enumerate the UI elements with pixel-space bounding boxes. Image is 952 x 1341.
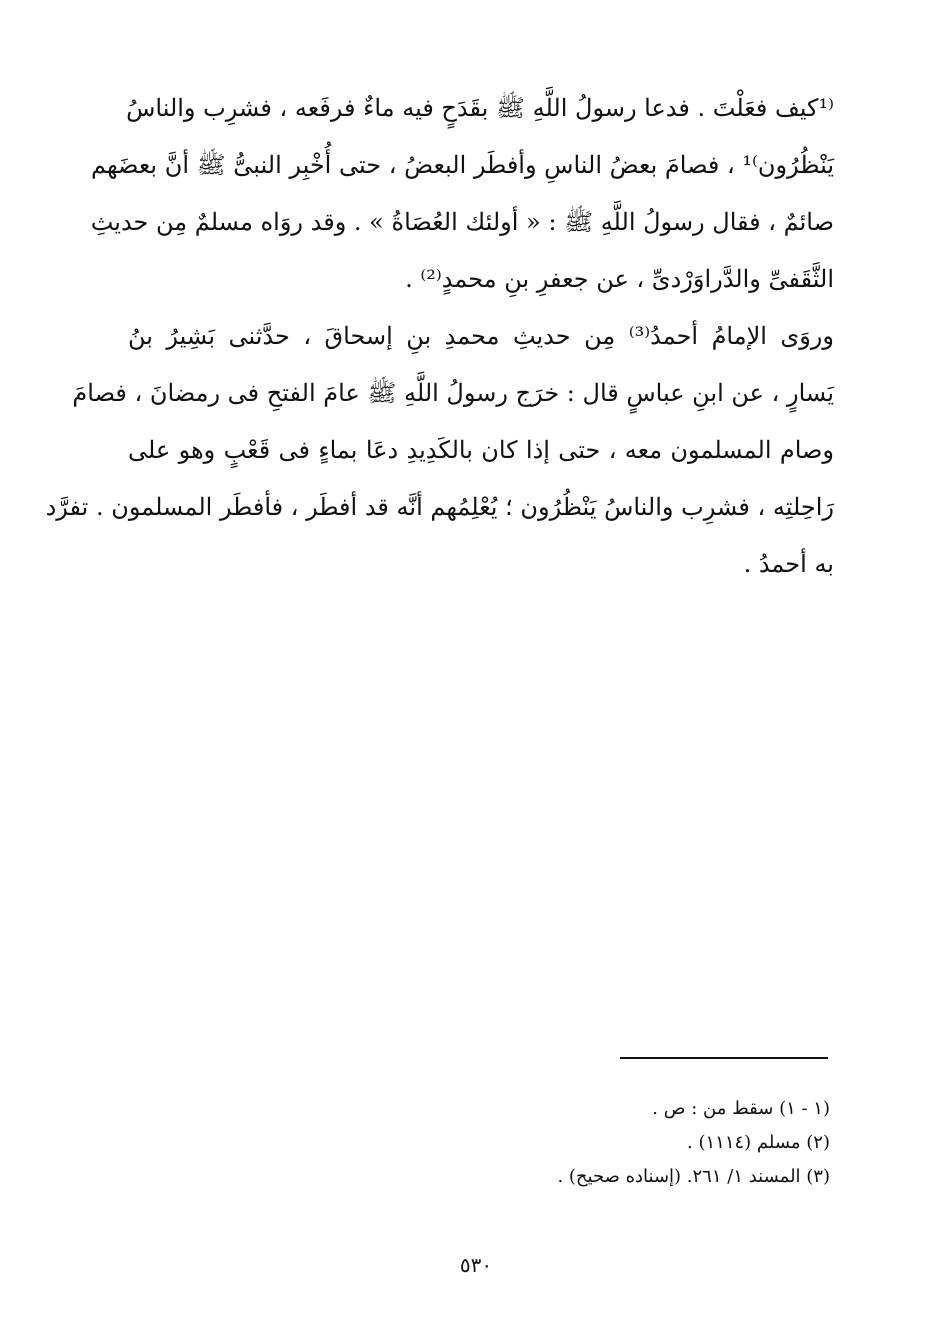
footnote-2: (٢) مسلم (١١١٤) .: [687, 1132, 830, 1153]
text-line: ⁽¹كيف فعَلْتَ . فدعا رسولُ اللَّهِ ﷺ بقَدَحٍ فيه ماءٌ فرفَعه ، فشرِب والناسُ: [126, 94, 834, 122]
page-number: ٥٣٠: [459, 1253, 493, 1277]
footnote-1: (١ - ١) سقط من : ص .: [652, 1098, 830, 1119]
text-line: يَنْظُرُون⁾¹ ، فصامَ بعضُ الناسِ وأفطَر البعضُ ، حتى أُخْبِر النبىُّ ﷺ أنَّ بعضَهم: [90, 151, 834, 179]
text-line: صائمٌ ، فقال رسولُ اللَّهِ ﷺ : « أولئك العُصَاةُ » . وقد روَاه مسلمٌ مِن حديثِ: [90, 208, 834, 236]
text-line: وصام المسلمون معه ، حتى إذا كان بالكَدِيدِ دعَا بماءٍ فى قَعْبٍ وهو على: [128, 436, 834, 464]
text-line: يَسارٍ ، عن ابنِ عباسٍ قال : خرَج رسولُ اللَّهِ ﷺ عامَ الفتحِ فى رمضانَ ، فصامَ: [72, 379, 834, 407]
footnotes: [400, 1092, 830, 1194]
text-line: الثَّقَفىِّ والدَّراوَرْدىِّ ، عن جعفرِ بنِ محمدٍ⁽²⁾ .: [405, 265, 834, 293]
footnote-3: (٣) المسند ١/ ٢٦١. (إسناده صحيح) .: [557, 1166, 830, 1187]
text-line: رَاحِلتِه ، فشرِب والناسُ يَنْظُرُون ؛ يُعْلِمُهم أنَّه قد أفطَر ، فأفطَر المسلمون . تفرَّد: [45, 493, 834, 521]
main-text: [45, 80, 834, 593]
text-line: به أحمدُ .: [743, 550, 834, 578]
footnote-separator: [620, 1057, 828, 1059]
text-line: وروَى الإمامُ أحمدُ⁽³⁾ مِن حديثِ محمدِ بنِ إسحاقَ ، حدَّثنى بَشِيرُ بنُ: [128, 322, 834, 350]
paragraph-1: [90, 80, 834, 308]
paragraph-2: [45, 308, 834, 593]
